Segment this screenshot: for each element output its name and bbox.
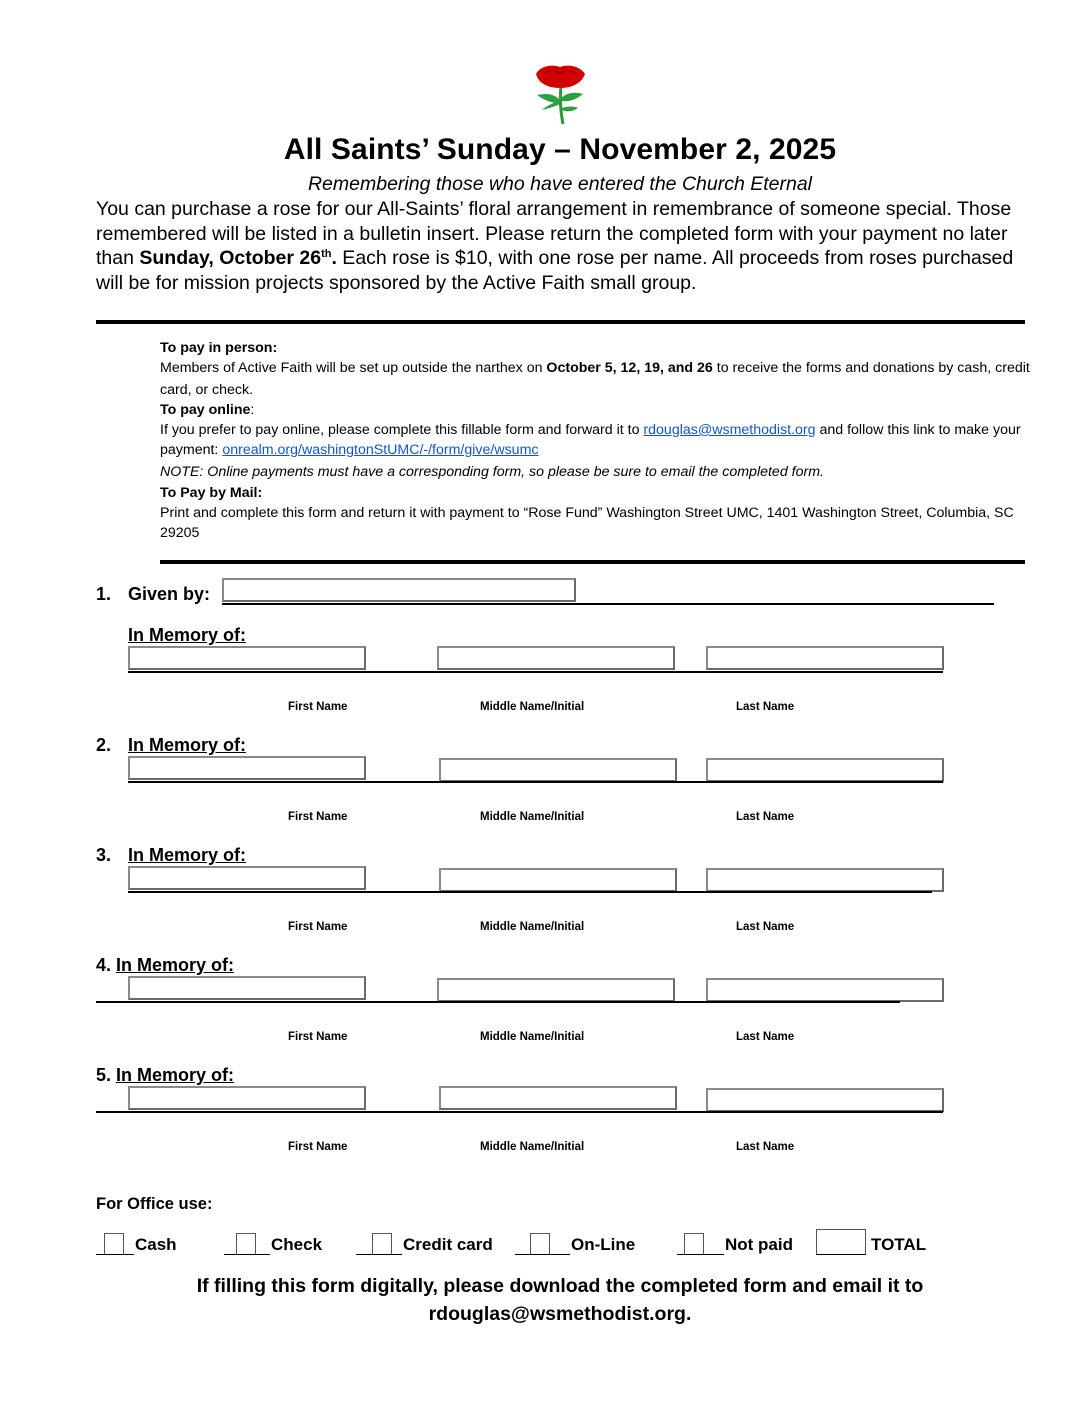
first-name-field-4[interactable] [128, 976, 366, 1000]
middle-name-field-5[interactable] [439, 1086, 677, 1110]
first-name-input-4[interactable] [130, 978, 364, 998]
memory-underline-3 [128, 891, 932, 893]
office-use-options [96, 1231, 996, 1257]
last-name-label: Last Name [736, 701, 795, 713]
option-online[interactable]: On-Line [515, 1231, 635, 1255]
first-name-label: First Name [288, 921, 348, 933]
credit-card-checkbox[interactable] [372, 1233, 392, 1255]
last-name-field-3[interactable] [706, 868, 944, 892]
option-credit-card[interactable]: Credit card [356, 1231, 493, 1255]
first-name-input-1[interactable] [130, 648, 364, 668]
middle-name-label: Middle Name/Initial [480, 1141, 585, 1153]
middle-name-label: Middle Name/Initial [480, 1031, 585, 1043]
first-name-input-2[interactable] [130, 758, 364, 778]
first-name-field-5[interactable] [128, 1086, 366, 1110]
first-name-field-1[interactable] [128, 646, 366, 670]
last-name-input-3[interactable] [708, 870, 942, 890]
footer-email: rdouglas@wsmethodist.org. [428, 1303, 692, 1325]
last-name-field-5[interactable] [706, 1088, 944, 1112]
middle-name-field-3[interactable] [439, 868, 677, 892]
intro-text: You can purchase a rose for our All-Saints’ floral arrangement in remembrance of someone special. Those remembered will be listed in a bulletin insert. Please return the completed form with your payment no later than [96, 198, 1012, 270]
last-name-field-1[interactable] [706, 646, 944, 670]
memory-label-3: In Memory of: [128, 845, 247, 865]
middle-name-input-4[interactable] [439, 980, 673, 1000]
deadline: Sunday, October 26th. [139, 247, 337, 270]
intro-text-2: Each rose is $10, with one rose per name. All proceeds from roses purchased will be for mission projects sponsored by the Active Faith small group. [96, 247, 1014, 294]
entry-number-2: 2. [96, 735, 112, 755]
memory-label-4: 4. In Memory of: [96, 955, 235, 975]
footer-note [0, 1272, 1088, 1328]
first-name-field-3[interactable] [128, 866, 366, 890]
middle-name-label: Middle Name/Initial [480, 701, 585, 713]
pay-online-heading: To pay online: [160, 402, 255, 418]
first-name-label: First Name [288, 1141, 348, 1153]
middle-name-label: Middle Name/Initial [480, 921, 585, 933]
middle-name-input-1[interactable] [439, 648, 673, 668]
last-name-label: Last Name [736, 1031, 795, 1043]
given-by-input[interactable] [224, 580, 574, 600]
first-name-input-3[interactable] [130, 868, 364, 888]
memory-underline-5 [96, 1111, 943, 1113]
last-name-label: Last Name [736, 811, 795, 823]
last-name-label: Last Name [736, 1141, 795, 1153]
pay-online-section [160, 400, 1030, 482]
first-name-label: First Name [288, 701, 348, 713]
given-by-field[interactable] [222, 578, 576, 602]
online-checkbox[interactable] [530, 1233, 550, 1255]
option-check[interactable]: Check [224, 1231, 322, 1255]
pay-in-person-heading: To pay in person: [160, 340, 278, 356]
first-name-field-2[interactable] [128, 756, 366, 780]
option-total[interactable]: TOTAL [816, 1231, 926, 1255]
total-field[interactable] [816, 1229, 866, 1255]
middle-name-field-2[interactable] [439, 758, 677, 782]
first-name-label: First Name [288, 1031, 348, 1043]
first-name-label: First Name [288, 811, 348, 823]
entry-number-3: 3. [96, 845, 112, 865]
memory-label-1: In Memory of: [128, 625, 247, 645]
footer-line-1: If filling this form digitally, please download the completed form and email it to [196, 1275, 924, 1297]
intro-paragraph [96, 197, 1026, 295]
first-name-input-5[interactable] [130, 1088, 364, 1108]
email-link[interactable]: rdouglas@wsmethodist.org [643, 422, 816, 438]
middle-name-input-5[interactable] [441, 1088, 675, 1108]
memory-underline-4 [96, 1001, 900, 1003]
option-cash[interactable]: Cash [96, 1231, 177, 1255]
last-name-input-2[interactable] [708, 760, 942, 780]
page-title: All Saints’ Sunday – November 2, 2025 [283, 133, 837, 166]
divider [160, 560, 1025, 564]
not-paid-checkbox[interactable] [684, 1233, 704, 1255]
memory-underline-2 [128, 781, 943, 783]
given-by-number: 1. [96, 584, 112, 604]
pay-online-text: If you prefer to pay online, please complete this fillable form and forward it to rdouglas@wsmethodist.org and follow this link to make your payment: onrealm.org/washingtonStUMC/-/form/give/wsumc [160, 422, 1021, 458]
last-name-label: Last Name [736, 921, 795, 933]
memory-label-2: In Memory of: [128, 735, 247, 755]
divider [96, 320, 1025, 324]
last-name-field-4[interactable] [706, 978, 944, 1002]
last-name-field-2[interactable] [706, 758, 944, 782]
middle-name-field-4[interactable] [437, 978, 675, 1002]
given-by-underline [222, 603, 994, 605]
option-not-paid[interactable]: Not paid [677, 1231, 793, 1255]
memory-underline-1 [128, 671, 943, 673]
pay-in-person-text: Members of Active Faith will be set up outside the narthex on October 5, 12, 19, and 26 to receive the forms and donations by cash, credit card, or check. [160, 360, 1030, 398]
check-checkbox[interactable] [236, 1233, 256, 1255]
middle-name-input-2[interactable] [441, 760, 675, 780]
pay-by-mail-section [160, 483, 1030, 543]
last-name-input-1[interactable] [708, 648, 942, 668]
memory-label-5: 5. In Memory of: [96, 1065, 235, 1085]
payment-link[interactable]: onrealm.org/washingtonStUMC/-/form/give/wsumc [222, 442, 539, 458]
given-by-label: Given by: [128, 584, 211, 604]
office-use-title: For Office use: [96, 1195, 213, 1213]
middle-name-label: Middle Name/Initial [480, 811, 585, 823]
pay-by-mail-heading: To Pay by Mail: [160, 485, 263, 501]
last-name-input-5[interactable] [708, 1090, 942, 1110]
pay-in-person-section [160, 338, 1030, 401]
middle-name-field-1[interactable] [437, 646, 675, 670]
page-subtitle: Remembering those who have entered the Church Eternal [307, 173, 813, 195]
middle-name-input-3[interactable] [441, 870, 675, 890]
rose-icon [530, 64, 590, 130]
pay-by-mail-text: Print and complete this form and return it with payment to “Rose Fund” Washington Street UMC, 1401 Washington Street, Columbia, SC 29205 [160, 505, 1014, 541]
online-note: NOTE: Online payments must have a corresponding form, so please be sure to email the completed form. [160, 464, 824, 480]
last-name-input-4[interactable] [708, 980, 942, 1000]
cash-checkbox[interactable] [104, 1233, 124, 1255]
